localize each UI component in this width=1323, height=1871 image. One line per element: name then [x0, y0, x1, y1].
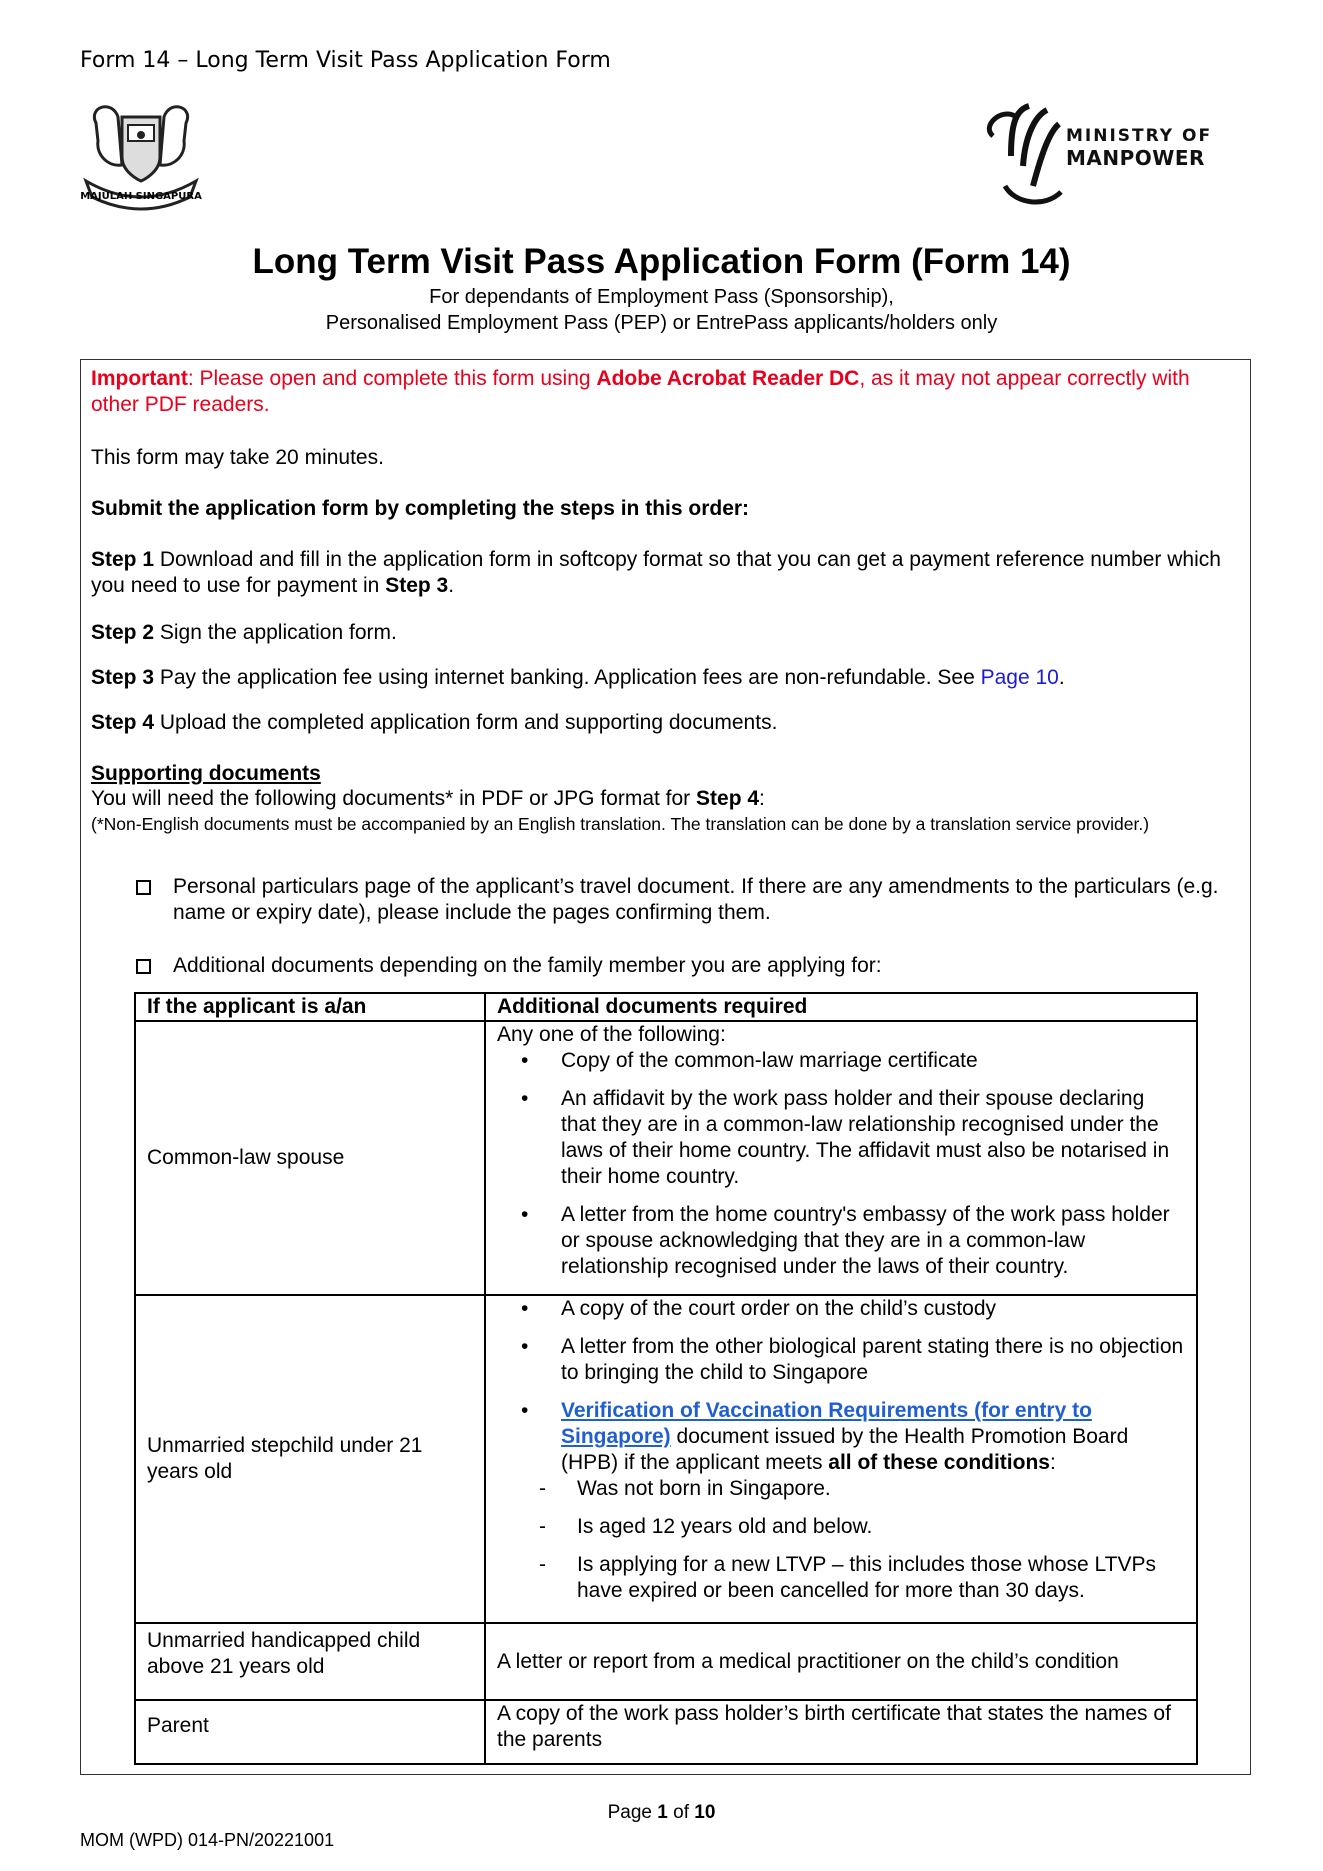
- step-1: [91, 547, 1241, 599]
- step-3: [91, 665, 1241, 691]
- steps-heading: Submit the application form by completing the steps in this order:: [91, 497, 750, 520]
- row1-list: [497, 1048, 1185, 1280]
- page-mid: of: [667, 1802, 695, 1823]
- step-3-text: Pay the application fee using internet banking. Application fees are non-refundable. See: [154, 666, 981, 689]
- mom-line2: MANPOWER: [1066, 146, 1205, 170]
- checkbox-icon: [136, 959, 151, 974]
- supporting-heading: [91, 761, 1241, 787]
- ministry-of-manpower-wordmark: [1066, 126, 1212, 170]
- step-2-label: Step 2: [91, 621, 155, 644]
- important-app: Adobe Acrobat Reader DC: [596, 367, 860, 390]
- step-1-text: Download and fill in the application form in softcopy format so that you can get a payment reference number which you need to use for payment in: [91, 548, 1221, 597]
- step-1-end: .: [448, 574, 455, 597]
- supporting-intro-ref: Step 4: [696, 787, 760, 810]
- list-item: • A letter from the other biological parent stating there is no objection to bringing the child to Singapore: [561, 1334, 1185, 1386]
- step-1-label: Step 1: [91, 548, 155, 571]
- applicant-cell: Unmarried handicapped child above 21 years old: [135, 1623, 485, 1700]
- table-header-applicant: If the applicant is a/an: [135, 993, 485, 1021]
- page-number: [0, 1802, 1323, 1824]
- table-row: [135, 1700, 1197, 1764]
- doc-item-additional: Additional documents depending on the family member you are applying for:: [173, 954, 882, 977]
- condition-item: - Is applying for a new LTVP – this includes those whose LTVPs have expired or been cancelled for more than 30 days.: [577, 1552, 1185, 1604]
- subtitle-line1: For dependants of Employment Pass (Sponsorship),: [429, 286, 894, 308]
- applicant-cell: Unmarried stepchild under 21 years old: [135, 1295, 485, 1623]
- important-notice: [91, 366, 1241, 418]
- step-2: [91, 620, 1241, 646]
- form-reference: MOM (WPD) 014-PN/20221001: [80, 1830, 335, 1850]
- row2-list: [497, 1296, 1185, 1604]
- documents-cell: A copy of the work pass holder’s birth certificate that states the names of the parents: [485, 1700, 1197, 1764]
- condition-item: - Was not born in Singapore.: [577, 1476, 1185, 1502]
- table-header-documents: Additional documents required: [485, 993, 1197, 1021]
- list-item: • A copy of the court order on the child’s custody: [561, 1296, 1185, 1322]
- supporting-intro-end: :: [759, 787, 765, 810]
- applicant-cell: Parent: [135, 1700, 485, 1764]
- table-row: [135, 1021, 1197, 1295]
- documents-cell: [485, 1021, 1197, 1295]
- applicant-cell: Common-law spouse: [135, 1021, 485, 1295]
- vaccination-requirements-link[interactable]: Verification of Vaccination Requirements (for entry to Singapore): [561, 1399, 1092, 1448]
- supporting-intro: [91, 786, 1241, 812]
- page-total: 10: [694, 1802, 716, 1823]
- vaccination-conditions-bold: all of these conditions: [828, 1451, 1050, 1474]
- important-text2: , as it may not appear correctly with other PDF readers.: [91, 367, 1190, 416]
- vaccination-text: document issued by the Health Promotion Board (HPB) if the applicant meets: [561, 1425, 1129, 1474]
- list-item: • An affidavit by the work pass holder and their spouse declaring that they are in a common-law relationship recognised under the laws of their home country. The affidavit must also be notarised in their home country.: [561, 1086, 1185, 1190]
- page-prefix: Page: [607, 1802, 658, 1823]
- page-10-link[interactable]: Page 10: [980, 666, 1059, 689]
- step-1-ref: Step 3: [385, 574, 449, 597]
- condition-item: - Is aged 12 years old and below.: [577, 1514, 1185, 1540]
- step-2-text: Sign the application form.: [154, 621, 397, 644]
- step-4-text: Upload the completed application form and supporting documents.: [154, 711, 778, 734]
- crest-motto: MAJULAH SINGAPURA: [80, 191, 202, 202]
- vaccination-end: :: [1049, 1451, 1056, 1474]
- documents-cell: [485, 1295, 1197, 1623]
- list-item: • A letter from the home country's embassy of the work pass holder or spouse acknowledging that they are in a common-law relationship recognised under the laws of their country.: [561, 1202, 1185, 1280]
- subtitle-line2: Personalised Employment Pass (PEP) or EntrePass applicants/holders only: [325, 312, 998, 334]
- doc-item-travel-document: Personal particulars page of the applicant’s travel document. If there are any amendments to the particulars (e.g. name or expiry date), please include the pages confirming them.: [173, 875, 1219, 924]
- duration-text: This form may take 20 minutes.: [91, 446, 384, 469]
- singapore-crest-logo: [78, 95, 204, 213]
- step-4-label: Step 4: [91, 711, 155, 734]
- additional-documents-table: [134, 992, 1198, 1765]
- mom-line1: MINISTRY OF: [1066, 126, 1213, 146]
- step-3-end: .: [1058, 666, 1065, 689]
- important-label: Important: [91, 367, 188, 390]
- documents-cell: A letter or report from a medical practitioner on the child’s condition: [485, 1623, 1197, 1700]
- important-text1: : Please open and complete this form using: [187, 367, 597, 390]
- list-item: [561, 1398, 1185, 1604]
- step-3-label: Step 3: [91, 666, 155, 689]
- page-title: Long Term Visit Pass Application Form (Form 14): [252, 242, 1071, 281]
- page-subtitle: [0, 284, 1323, 336]
- table-row: [135, 1295, 1197, 1623]
- translation-note: (*Non-English documents must be accompanied by an English translation. The translation can be done by a translation service provider.): [91, 814, 1150, 834]
- page-num: 1: [657, 1802, 668, 1823]
- form-label: Form 14 – Long Term Visit Pass Application Form: [80, 48, 611, 73]
- table-header-row: [135, 993, 1197, 1021]
- row1-lead: Any one of the following:: [497, 1023, 726, 1046]
- list-item: • Copy of the common-law marriage certificate: [561, 1048, 1185, 1074]
- conditions-list: [497, 1476, 1185, 1604]
- table-row: [135, 1623, 1197, 1700]
- supporting-heading-text: Supporting documents: [91, 762, 321, 785]
- supporting-intro-text: You will need the following documents* in PDF or JPG format for: [91, 787, 697, 810]
- step-4: [91, 710, 1241, 736]
- checkbox-icon: [136, 880, 151, 895]
